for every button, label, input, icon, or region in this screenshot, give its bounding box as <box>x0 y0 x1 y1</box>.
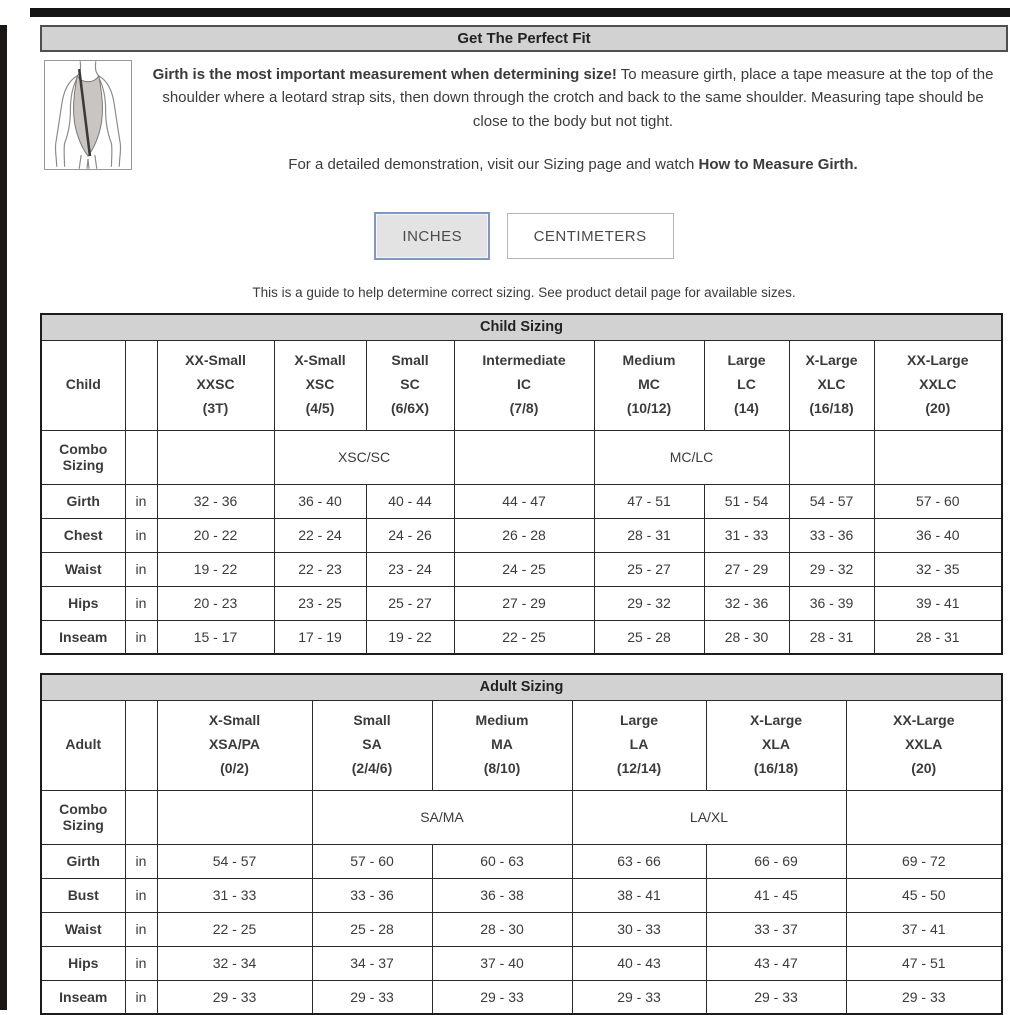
measurement-label: Inseam <box>41 620 125 654</box>
girth-instructions <box>144 63 1002 133</box>
measurement-label: Girth <box>41 484 125 518</box>
size-value-cell: 38 - 41 <box>572 878 706 912</box>
size-value-cell: 25 - 28 <box>594 620 704 654</box>
size-value-cell: 57 - 60 <box>312 844 432 878</box>
size-value-cell: 51 - 54 <box>704 484 789 518</box>
size-header-num: (14) <box>734 399 759 416</box>
size-value-cell: 32 - 35 <box>874 552 1002 586</box>
size-header-name: X-Large <box>749 712 803 729</box>
adult-size-column-header <box>572 700 706 790</box>
size-header-name: X-Small <box>294 352 346 369</box>
size-value-cell: 29 - 33 <box>572 980 706 1014</box>
size-value-cell: 63 - 66 <box>572 844 706 878</box>
measurement-label: Chest <box>41 518 125 552</box>
size-value-cell: 39 - 41 <box>874 586 1002 620</box>
unit-cell: in <box>125 586 157 620</box>
size-value-cell: 19 - 22 <box>366 620 454 654</box>
adult-unit-column-header <box>125 700 157 790</box>
size-value-cell: 33 - 36 <box>789 518 874 552</box>
size-header-num: (2/4/6) <box>351 759 393 776</box>
guide-note: This is a guide to help determine correct sizing. See product detail page for available sizes. <box>252 285 796 300</box>
size-value-cell: 33 - 36 <box>312 878 432 912</box>
size-value-cell: 29 - 33 <box>706 980 846 1014</box>
size-header-code: XSA/PA <box>208 736 261 753</box>
unit-toggle <box>40 212 1008 260</box>
size-value-cell: 41 - 45 <box>706 878 846 912</box>
size-value-cell: 28 - 31 <box>874 620 1002 654</box>
unit-cell: in <box>125 980 157 1014</box>
demo-note <box>144 156 1002 173</box>
size-value-cell: 22 - 23 <box>274 552 366 586</box>
size-header-name: X-Small <box>208 712 261 729</box>
intro-section <box>40 60 1008 172</box>
size-header-num: (7/8) <box>509 399 539 416</box>
size-value-cell: 28 - 30 <box>704 620 789 654</box>
unit-cell: in <box>125 946 157 980</box>
size-value-cell: 26 - 28 <box>454 518 594 552</box>
size-header-name: Medium <box>475 712 529 729</box>
size-value-cell: 29 - 33 <box>157 980 312 1014</box>
child-size-column-header <box>454 340 594 430</box>
measurement-label: Waist <box>41 912 125 946</box>
adult-size-column-header <box>706 700 846 790</box>
size-value-cell: 29 - 33 <box>312 980 432 1014</box>
size-value-cell: 32 - 34 <box>157 946 312 980</box>
page-title: Get The Perfect Fit <box>457 30 591 47</box>
size-value-cell: 44 - 47 <box>454 484 594 518</box>
size-value-cell: 36 - 40 <box>874 518 1002 552</box>
size-value-cell: 19 - 22 <box>157 552 274 586</box>
adult-table-title: Adult Sizing <box>41 674 1002 700</box>
adult-row-hips <box>41 946 1002 980</box>
size-value-cell: 29 - 33 <box>432 980 572 1014</box>
child-combo-row-label: Combo Sizing <box>41 430 125 484</box>
size-value-cell: 27 - 29 <box>454 586 594 620</box>
size-value-cell: 25 - 28 <box>312 912 432 946</box>
size-header-num: (20) <box>911 759 937 776</box>
size-value-cell: 25 - 27 <box>594 552 704 586</box>
adult-row-inseam <box>41 980 1002 1014</box>
size-header-code: XLA <box>762 736 790 753</box>
size-value-cell: 40 - 43 <box>572 946 706 980</box>
measurement-label: Hips <box>41 586 125 620</box>
adult-size-column-header <box>312 700 432 790</box>
size-value-cell: 45 - 50 <box>846 878 1002 912</box>
measurement-label: Girth <box>41 844 125 878</box>
child-combo-sizing-cell <box>789 430 874 484</box>
measurement-label: Bust <box>41 878 125 912</box>
child-row-girth <box>41 484 1002 518</box>
size-header-code: MC <box>638 376 660 393</box>
size-value-cell: 33 - 37 <box>706 912 846 946</box>
size-value-cell: 32 - 36 <box>704 586 789 620</box>
adult-row-bust <box>41 878 1002 912</box>
size-header-code: SC <box>400 376 420 393</box>
size-value-cell: 20 - 23 <box>157 586 274 620</box>
size-value-cell: 60 - 63 <box>432 844 572 878</box>
child-combo-sizing-cell <box>874 430 1002 484</box>
size-header-num: (4/5) <box>305 399 335 416</box>
size-value-cell: 54 - 57 <box>789 484 874 518</box>
size-value-cell: 36 - 40 <box>274 484 366 518</box>
child-combo-sizing-cell <box>157 430 274 484</box>
size-header-code: XLC <box>817 376 846 393</box>
demo-note-text: For a detailed demonstration, visit our Sizing page and watch <box>288 155 699 173</box>
size-value-cell: 22 - 24 <box>274 518 366 552</box>
size-header-code: LA <box>629 736 649 753</box>
size-value-cell: 23 - 24 <box>366 552 454 586</box>
child-sizing-section <box>40 313 1008 655</box>
unit-cell: in <box>125 484 157 518</box>
unit-cell: in <box>125 912 157 946</box>
child-row-header-label: Child <box>41 340 125 430</box>
adult-combo-unit-cell <box>125 790 157 844</box>
size-value-cell: 27 - 29 <box>704 552 789 586</box>
size-value-cell: 31 - 33 <box>704 518 789 552</box>
unit-cell: in <box>125 518 157 552</box>
size-header-name: XX-Small <box>185 352 246 369</box>
size-header-name: Large <box>727 352 766 369</box>
size-value-cell: 36 - 39 <box>789 586 874 620</box>
window-left-border <box>0 25 7 1010</box>
unit-cell: in <box>125 552 157 586</box>
size-value-cell: 36 - 38 <box>432 878 572 912</box>
size-value-cell: 29 - 32 <box>594 586 704 620</box>
size-header-num: (20) <box>925 399 951 416</box>
size-header-num: (3T) <box>202 399 229 416</box>
intro-text-column <box>144 60 1008 172</box>
size-value-cell: 37 - 41 <box>846 912 1002 946</box>
size-header-num: (12/14) <box>616 759 662 776</box>
adult-sizing-section <box>40 673 1008 1015</box>
page-title-bar <box>40 25 1008 52</box>
size-value-cell: 37 - 40 <box>432 946 572 980</box>
size-header-num: (16/18) <box>809 399 854 416</box>
child-row-inseam <box>41 620 1002 654</box>
child-combo-sizing-cell: MC/LC <box>594 430 789 484</box>
size-value-cell: 29 - 33 <box>846 980 1002 1014</box>
size-header-num: (10/12) <box>626 399 672 416</box>
child-size-column-header <box>789 340 874 430</box>
size-header-num: (8/10) <box>483 759 521 776</box>
size-header-name: Large <box>619 712 659 729</box>
centimeters-button[interactable]: CENTIMETERS <box>507 213 674 259</box>
size-value-cell: 28 - 31 <box>594 518 704 552</box>
child-size-column-header <box>874 340 1002 430</box>
adult-combo-sizing-cell <box>157 790 312 844</box>
size-value-cell: 54 - 57 <box>157 844 312 878</box>
child-size-column-header <box>594 340 704 430</box>
inches-button[interactable]: INCHES <box>374 212 490 260</box>
adult-size-column-header <box>157 700 312 790</box>
child-sizing-table <box>40 313 1003 655</box>
child-row-waist <box>41 552 1002 586</box>
size-header-code: LC <box>737 376 756 393</box>
size-value-cell: 25 - 27 <box>366 586 454 620</box>
child-combo-unit-cell <box>125 430 157 484</box>
size-value-cell: 40 - 44 <box>366 484 454 518</box>
size-value-cell: 20 - 22 <box>157 518 274 552</box>
size-header-name: Medium <box>622 352 676 369</box>
size-header-code: IC <box>517 376 531 393</box>
adult-sizing-table <box>40 673 1003 1015</box>
size-header-name: Intermediate <box>482 352 566 369</box>
size-value-cell: 22 - 25 <box>454 620 594 654</box>
size-header-num: (6/6X) <box>390 399 430 416</box>
child-row-chest <box>41 518 1002 552</box>
child-table-title: Child Sizing <box>41 314 1002 340</box>
size-header-code: XSC <box>305 376 335 393</box>
adult-size-column-header <box>432 700 572 790</box>
unit-cell: in <box>125 620 157 654</box>
unit-cell: in <box>125 878 157 912</box>
size-value-cell: 30 - 33 <box>572 912 706 946</box>
measurement-label: Inseam <box>41 980 125 1014</box>
sizing-guide-page <box>40 25 1008 1015</box>
size-value-cell: 34 - 37 <box>312 946 432 980</box>
adult-combo-sizing-cell <box>846 790 1002 844</box>
size-header-code: XXSC <box>196 376 235 393</box>
demo-note-bold: How to Measure Girth. <box>698 155 858 173</box>
size-header-code: MA <box>491 736 513 753</box>
size-value-cell: 32 - 36 <box>157 484 274 518</box>
measurement-label: Hips <box>41 946 125 980</box>
size-header-code: XXLA <box>905 736 943 753</box>
size-value-cell: 28 - 30 <box>432 912 572 946</box>
size-header-name: Small <box>353 712 391 729</box>
measurement-label: Waist <box>41 552 125 586</box>
size-header-code: SA <box>362 736 382 753</box>
size-value-cell: 66 - 69 <box>706 844 846 878</box>
size-value-cell: 47 - 51 <box>594 484 704 518</box>
adult-combo-sizing-cell: SA/MA <box>312 790 572 844</box>
size-header-name: X-Large <box>805 352 858 369</box>
adult-row-girth <box>41 844 1002 878</box>
size-value-cell: 15 - 17 <box>157 620 274 654</box>
size-value-cell: 57 - 60 <box>874 484 1002 518</box>
size-header-num: (16/18) <box>753 759 799 776</box>
size-value-cell: 22 - 25 <box>157 912 312 946</box>
adult-combo-row-label: Combo Sizing <box>41 790 125 844</box>
adult-row-header-label: Adult <box>41 700 125 790</box>
child-combo-sizing-cell <box>454 430 594 484</box>
size-header-code: XXLC <box>919 376 957 393</box>
size-header-name: Small <box>391 352 429 369</box>
size-value-cell: 24 - 26 <box>366 518 454 552</box>
girth-instructions-rest: To measure girth, place a tape measure at the top of the shoulder where a leotard strap sits, then down through the crotch and back to the same shoulder. Measuring tape should be close to the body but not tight. <box>162 66 994 130</box>
child-unit-column-header <box>125 340 157 430</box>
window-top-border <box>30 8 1010 17</box>
adult-size-column-header <box>846 700 1002 790</box>
girth-instructions-bold: Girth is the most important measurement when determining size! <box>152 66 617 83</box>
unit-cell: in <box>125 844 157 878</box>
size-value-cell: 31 - 33 <box>157 878 312 912</box>
size-value-cell: 29 - 32 <box>789 552 874 586</box>
child-size-column-header <box>366 340 454 430</box>
size-value-cell: 17 - 19 <box>274 620 366 654</box>
size-value-cell: 23 - 25 <box>274 586 366 620</box>
leotard-girth-illustration <box>44 60 132 170</box>
child-size-column-header <box>704 340 789 430</box>
size-value-cell: 69 - 72 <box>846 844 1002 878</box>
leotard-icon <box>45 61 131 169</box>
size-value-cell: 24 - 25 <box>454 552 594 586</box>
size-header-name: XX-Large <box>893 712 955 729</box>
size-header-num: (0/2) <box>220 759 249 776</box>
adult-row-waist <box>41 912 1002 946</box>
child-size-column-header <box>274 340 366 430</box>
child-row-hips <box>41 586 1002 620</box>
size-value-cell: 28 - 31 <box>789 620 874 654</box>
size-header-name: XX-Large <box>907 352 969 369</box>
child-size-column-header <box>157 340 274 430</box>
child-combo-sizing-cell: XSC/SC <box>274 430 454 484</box>
adult-combo-sizing-cell: LA/XL <box>572 790 846 844</box>
size-value-cell: 43 - 47 <box>706 946 846 980</box>
size-value-cell: 47 - 51 <box>846 946 1002 980</box>
